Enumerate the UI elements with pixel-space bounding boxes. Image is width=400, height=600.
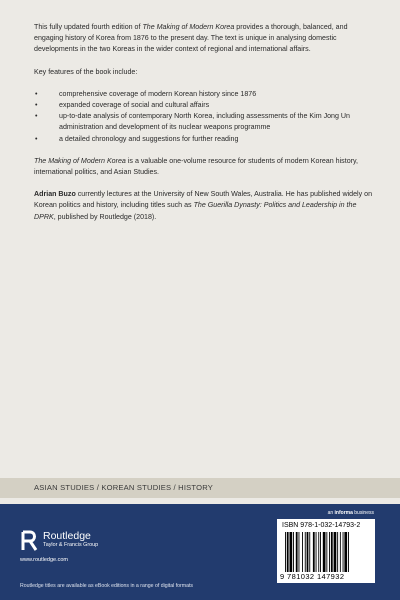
- intro-text-continued: provides a thorough, balanced, and engaging history of Korea from 1876 to the present day. The text is unique in analysing domestic developments in the two Koreas in the wider context of regional and international affairs.: [34, 23, 348, 54]
- resource-paragraph: [34, 156, 374, 178]
- author-bio-text-continued: , published by Routledge (2018).: [53, 212, 157, 221]
- publisher-group: Taylor & Francis Group: [43, 542, 99, 548]
- features-list: [34, 89, 374, 145]
- feature-item: • expanded coverage of social and cultural affairs: [34, 100, 374, 111]
- subject-categories: ASIAN STUDIES / KOREAN STUDIES / HISTORY: [34, 483, 214, 492]
- book-title: The Making of Modern Korea: [142, 23, 235, 31]
- subject-band: [0, 478, 400, 498]
- feature-item: • comprehensive coverage of modern Korean history since 1876: [34, 89, 374, 100]
- barcode-digits: 9 781032 147932: [280, 572, 345, 581]
- features-heading: Key features of the book include:: [34, 67, 138, 76]
- barcode-icon: [285, 532, 371, 572]
- intro-paragraph: [34, 22, 374, 56]
- feature-item: • a detailed chronology and suggestions for further reading: [34, 134, 374, 145]
- feature-item: • up-to-date analysis of contemporary North Korea, including assessments of the Kim Jong Un administration and development of its nuclear weapons programme: [34, 111, 374, 133]
- author-name: Adrian Buzo: [34, 190, 76, 199]
- author-bio: [34, 189, 374, 223]
- isbn-label: ISBN 978-1-032-14793-2: [282, 522, 361, 529]
- publisher-brand: [43, 531, 98, 549]
- informa-brand: informa: [334, 510, 353, 516]
- back-cover-text: [34, 22, 374, 223]
- publisher-name: Routledge: [43, 530, 91, 542]
- publisher-url: www.routledge.com: [20, 557, 68, 563]
- ebook-note: Routledge titles are available as eBook editions in a range of digital formats: [20, 583, 194, 589]
- informa-business-note: [328, 510, 374, 516]
- intro-text: This fully updated fourth edition of: [34, 23, 143, 31]
- author-book-title: The Guerilla Dynasty: Politics and Leadership in the DPRK: [34, 201, 357, 221]
- author-bio-text: currently lectures at the University of New South Wales, Australia. He has published widely on Korean politics and history, including titles such as: [34, 190, 373, 210]
- publisher-band: [0, 504, 400, 600]
- informa-prefix: an: [327, 510, 335, 516]
- isbn-barcode-box: [277, 519, 375, 583]
- resource-text: is a valuable one-volume resource for students of modern Korean history, international politics, and Asian Studies.: [34, 156, 358, 177]
- informa-suffix: business: [352, 510, 374, 516]
- routledge-logo-icon: [20, 530, 40, 552]
- book-title: The Making of Modern Korea: [34, 156, 126, 165]
